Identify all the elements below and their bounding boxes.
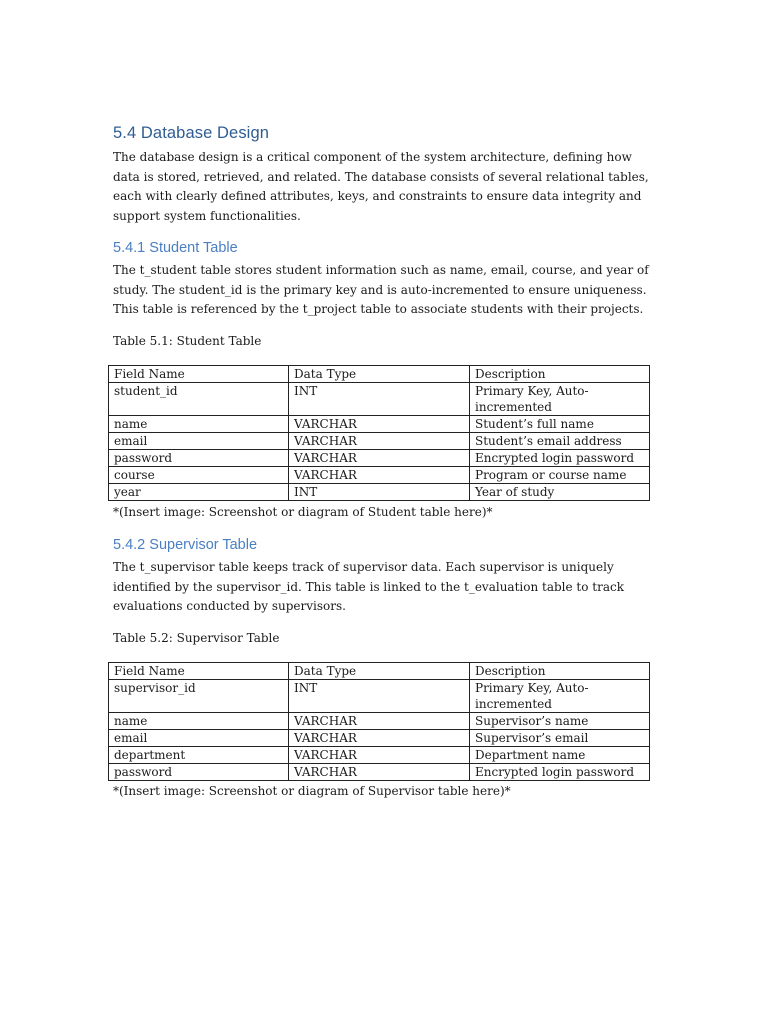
table-row: [109, 764, 650, 781]
supervisor-image-placeholder-note: *(Insert image: Screenshot or diagram of Supervisor table here)*: [113, 784, 511, 798]
column-header: Field Name: [109, 663, 289, 680]
supervisor-table-paragraph: The t_supervisor table keeps track of supervisor data. Each supervisor is uniquely identified by the supervisor_id. This table is linked to the t_evaluation table to track evaluations conducted by supervisors.: [113, 560, 624, 613]
column-header: Description: [470, 663, 650, 680]
field-name-cell: name: [109, 713, 289, 730]
data-type-cell: VARCHAR: [289, 416, 470, 433]
data-type-cell: INT: [289, 484, 470, 501]
table-row: [109, 450, 650, 467]
table-row: [109, 383, 650, 416]
column-header: Data Type: [289, 663, 470, 680]
field-name-cell: email: [109, 433, 289, 450]
table-row: [109, 416, 650, 433]
data-type-cell: VARCHAR: [289, 433, 470, 450]
description-cell: Student’s full name: [470, 416, 650, 433]
data-type-cell: VARCHAR: [289, 713, 470, 730]
description-cell: Supervisor’s name: [470, 713, 650, 730]
student-image-placeholder-note: *(Insert image: Screenshot or diagram of Student table here)*: [113, 505, 493, 519]
field-name-cell: supervisor_id: [109, 680, 289, 713]
data-type-cell: VARCHAR: [289, 764, 470, 781]
field-name-cell: course: [109, 467, 289, 484]
data-type-cell: INT: [289, 680, 470, 713]
student-table-paragraph: The t_student table stores student information such as name, email, course, and year of study. The student_id is the primary key and is auto-incremented to ensure uniqueness. This table is referenced by the t_project table to associate students with their projects.: [113, 263, 649, 316]
student-table-caption: Table 5.1: Student Table: [113, 334, 262, 348]
description-cell: Department name: [470, 747, 650, 764]
column-header: Data Type: [289, 366, 470, 383]
table-row: [109, 467, 650, 484]
field-name-cell: password: [109, 764, 289, 781]
description-cell: Encrypted login password: [470, 764, 650, 781]
data-type-cell: VARCHAR: [289, 450, 470, 467]
section-heading: 5.4 Database Design: [113, 124, 269, 142]
table-header-row: [109, 366, 650, 383]
table-row: [109, 433, 650, 450]
description-cell: Student’s email address: [470, 433, 650, 450]
supervisor-table-caption: Table 5.2: Supervisor Table: [113, 631, 280, 645]
description-cell: Supervisor’s email: [470, 730, 650, 747]
field-name-cell: email: [109, 730, 289, 747]
description-cell: Primary Key, Auto-incremented: [470, 680, 650, 713]
data-type-cell: INT: [289, 383, 470, 416]
description-cell: Primary Key, Auto-incremented: [470, 383, 650, 416]
field-name-cell: year: [109, 484, 289, 501]
field-name-cell: student_id: [109, 383, 289, 416]
supervisor-table: [108, 662, 650, 781]
data-type-cell: VARCHAR: [289, 730, 470, 747]
column-header: Field Name: [109, 366, 289, 383]
field-name-cell: password: [109, 450, 289, 467]
table-row: [109, 484, 650, 501]
data-type-cell: VARCHAR: [289, 467, 470, 484]
table-row: [109, 747, 650, 764]
field-name-cell: name: [109, 416, 289, 433]
table-header-row: [109, 663, 650, 680]
table-row: [109, 680, 650, 713]
section-intro-paragraph: The database design is a critical component of the system architecture, defining how data is stored, retrieved, and related. The database consists of several relational tables, each with clearly defined attributes, keys, and constraints to ensure data integrity and support system functionalities.: [113, 150, 649, 223]
supervisor-table-heading: 5.4.2 Supervisor Table: [113, 537, 258, 553]
description-cell: Encrypted login password: [470, 450, 650, 467]
student-table-heading: 5.4.1 Student Table: [113, 240, 238, 256]
student-table: [108, 365, 650, 501]
table-row: [109, 730, 650, 747]
field-name-cell: department: [109, 747, 289, 764]
column-header: Description: [470, 366, 650, 383]
description-cell: Year of study: [470, 484, 650, 501]
data-type-cell: VARCHAR: [289, 747, 470, 764]
description-cell: Program or course name: [470, 467, 650, 484]
table-row: [109, 713, 650, 730]
